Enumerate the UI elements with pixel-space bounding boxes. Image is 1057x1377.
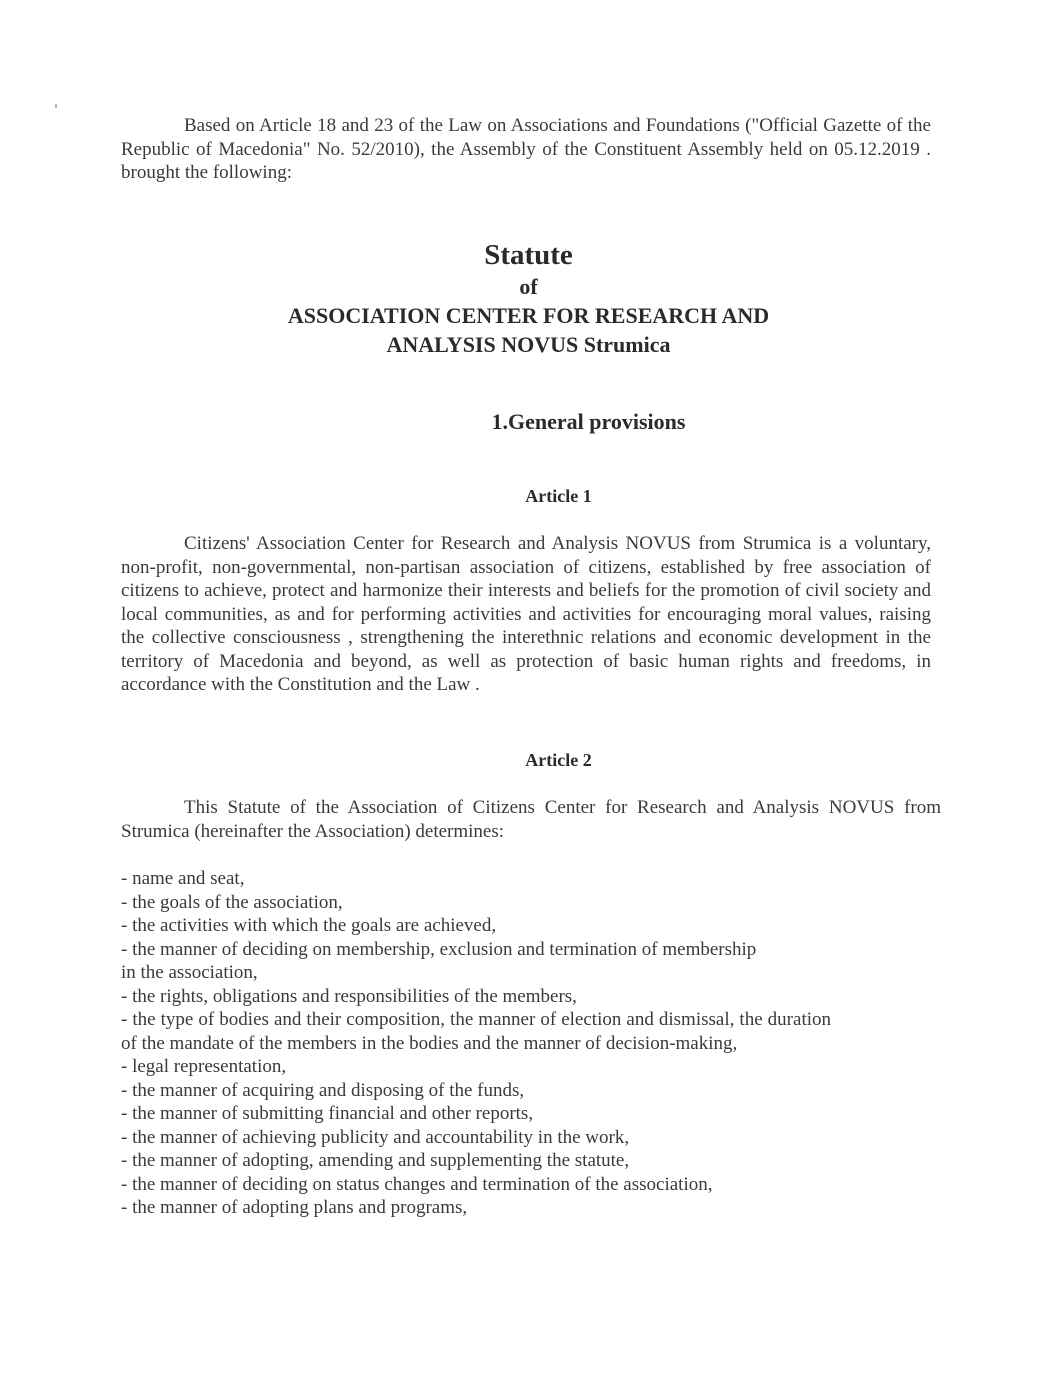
document-title: Statute (484, 239, 573, 271)
list-item: - the activities with which the goals are achieved, (121, 915, 497, 936)
list-item: - the type of bodies and their composition, the manner of election and dismissal, the duration of the mandate of the members in the bodies and the manner of decision-making, (121, 1009, 831, 1054)
article-1-body: Citizens' Association Center for Research and Analysis NOVUS from Strumica is a voluntary, non-profit, non-governmental, non-partisan association of citizens, established by free association of citizens to achieve, protect and harmonize their interests and beliefs for the promotion of civil society and local communities, as and for performing activities and activities for encouraging moral values, raising the collective consciousness , strengthening the interethnic relations and economic development in the territory of Macedonia and beyond, as well as protection of basic human rights and freedoms, in accordance with the Constitution and the Law . (121, 533, 931, 695)
article-2-list (121, 867, 941, 1220)
article-1-heading: Article 1 (525, 486, 592, 506)
list-item: - the goals of the association, (121, 891, 343, 913)
article-2-body: This Statute of the Association of Citizens Center for Research and Analysis NOVUS from Strumica (hereinafter the Association) determines: (121, 797, 941, 842)
organization-name-line1: ASSOCIATION CENTER FOR RESEARCH AND (287, 303, 770, 328)
list-item: - the manner of adopting plans and programs, (121, 1197, 468, 1218)
list-item: - the manner of deciding on status changes and termination of the association, (121, 1173, 713, 1195)
intro-paragraph: Based on Article 18 and 23 of the Law on Associations and Foundations ("Official Gazette of the Republic of Macedonia" No. 52/2010), the Assembly of the Constituent Assembly held on 05.12.2019 . brought the following: (121, 115, 931, 183)
list-item: - legal representation, (121, 1056, 287, 1077)
document-title-of: of (519, 274, 538, 299)
list-item: - the manner of adopting, amending and supplementing the statute, (121, 1150, 630, 1171)
article-2-heading: Article 2 (525, 750, 592, 770)
list-item: - the manner of achieving publicity and accountability in the work, (121, 1126, 630, 1148)
organization-name-line2: ANALYSIS NOVUS Strumica (386, 332, 671, 357)
section-heading: 1.General provisions (491, 409, 686, 434)
list-item: - the rights, obligations and responsibilities of the members, (121, 985, 577, 1007)
scan-speck (55, 104, 57, 108)
list-item: - the manner of submitting financial and other reports, (121, 1103, 534, 1124)
list-item: - the manner of acquiring and disposing of the funds, (121, 1079, 525, 1101)
list-item: - the manner of deciding on membership, exclusion and termination of membership in the association, (121, 938, 757, 983)
list-item: - name and seat, (121, 868, 245, 889)
